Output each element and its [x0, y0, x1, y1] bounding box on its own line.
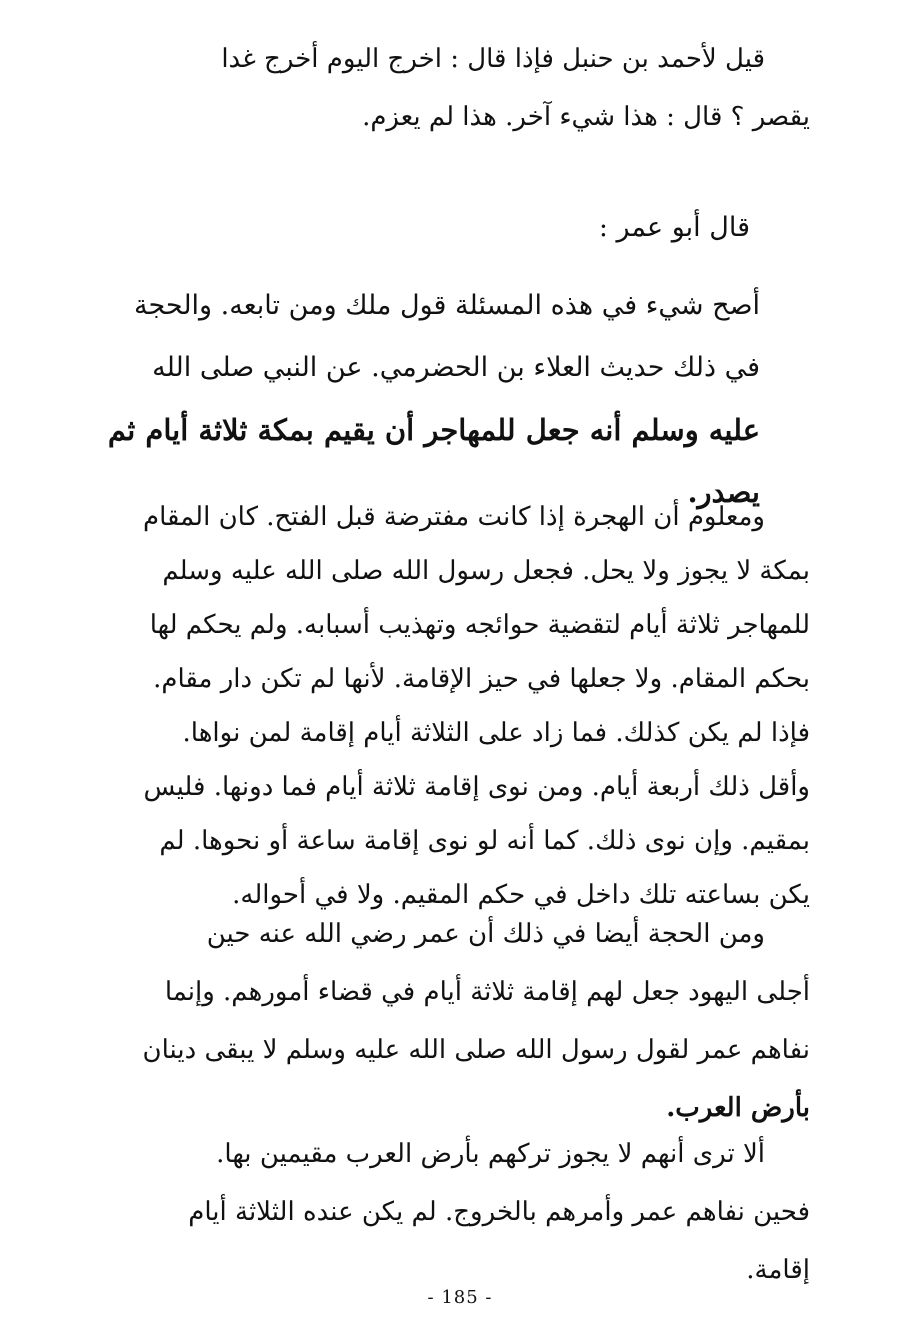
text-line: للمهاجر ثلاثة أيام لتقضية حوائجه وتهذيب أسبابه. ولم يحكم لها — [149, 610, 810, 640]
text-line: فإذا لم يكن كذلك. فما زاد على الثلاثة أيام إقامة لمن نواها. — [182, 718, 810, 748]
section-heading: قال أبو عمر : — [598, 212, 750, 243]
text-line-bold: عليه وسلم أنه جعل للمهاجر أن يقيم بمكة ثلاثة أيام ثم — [107, 413, 760, 447]
quote-paragraph — [120, 30, 810, 146]
text-line: أجلى اليهود جعل لهم إقامة ثلاثة أيام في قضاء أمورهم. وإنما — [164, 977, 810, 1007]
text-line: بحكم المقام. ولا جعلها في حيز الإقامة. لأنها لم تكن دار مقام. — [153, 664, 810, 694]
page-number: - 185 - — [427, 1287, 493, 1308]
text-line-bold: بأرض العرب. — [666, 1093, 810, 1123]
text-line: إقامة. — [746, 1255, 810, 1285]
text-line: نفاهم عمر لقول رسول الله صلى الله عليه وسلم لا يبقى دينان — [142, 1035, 810, 1065]
text-line: بمقيم. وإن نوى ذلك. كما أنه لو نوى إقامة ساعة أو نحوها. لم — [159, 826, 810, 856]
text-line: ألا ترى أنهم لا يجوز تركهم بأرض العرب مقيمين بها. — [216, 1139, 765, 1169]
paragraph-2 — [125, 490, 810, 922]
text-line: قيل لأحمد بن حنبل فإذا قال : اخرج اليوم أخرج غدا — [221, 44, 765, 74]
text-line: يكن بساعته تلك داخل في حكم المقيم. ولا في أحواله. — [232, 880, 810, 910]
text-line: ومعلوم أن الهجرة إذا كانت مفترضة قبل الفتح. كان المقام — [142, 502, 765, 532]
text-line: بمكة لا يجوز ولا يحل. فجعل رسول الله صلى الله عليه وسلم — [162, 556, 810, 586]
paragraph-3 — [125, 905, 810, 1137]
text-line-bold: يصدر. — [687, 475, 760, 509]
text-segment: في ذلك حديث العلاء بن الحضرمي. عن النبي صلى الله — [152, 352, 760, 383]
paragraph-4 — [120, 1125, 810, 1299]
text-line: ومن الحجة أيضا في ذلك أن عمر رضي الله عنه حين — [206, 919, 765, 949]
text-line: فحين نفاهم عمر وأمرهم بالخروج. لم يكن عنده الثلاثة أيام — [188, 1197, 810, 1227]
paragraph-1 — [107, 275, 760, 523]
text-line: وأقل ذلك أربعة أيام. ومن نوى إقامة ثلاثة أيام فما دونها. فليس — [143, 772, 810, 802]
text-line — [125, 337, 760, 399]
text-line: يقصر ؟ قال : هذا شيء آخر. هذا لم يعزم. — [362, 102, 810, 132]
text-line: أصح شيء في هذه المسئلة قول ملك ومن تابعه. والحجة — [134, 290, 760, 321]
